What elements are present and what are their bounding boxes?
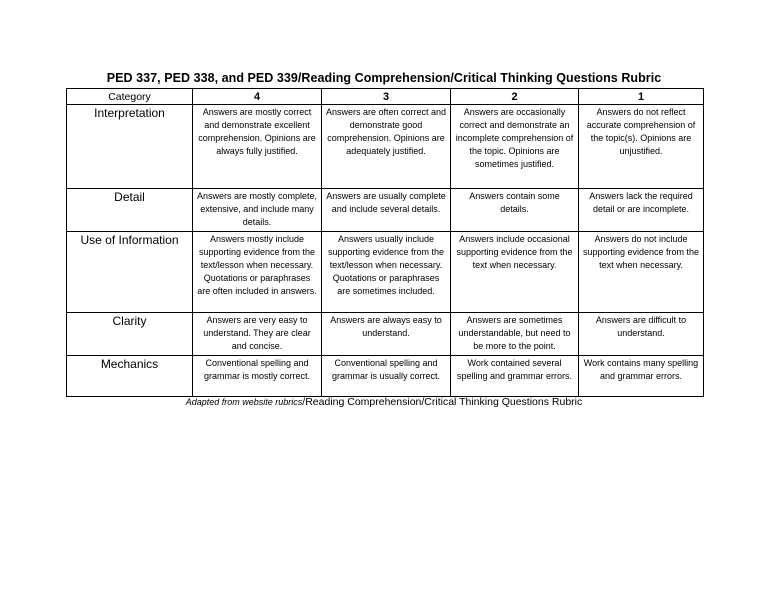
rubric-cell: Answers mostly include supporting evidence from the text/lesson when necessary. Quotations or paraphrases are often included in answers. <box>193 232 322 313</box>
header-level-3: 3 <box>322 89 451 105</box>
table-row <box>67 313 704 356</box>
category-clarity: Clarity <box>67 313 193 356</box>
rubric-cell: Answers are mostly correct and demonstrate excellent comprehension. Opinions are always fully justified. <box>193 105 322 189</box>
header-level-2: 2 <box>451 89 579 105</box>
rubric-cell: Work contains many spelling and grammar errors. <box>579 356 704 397</box>
rubric-cell: Conventional spelling and grammar is usually correct. <box>322 356 451 397</box>
category-interpretation: Interpretation <box>67 105 193 189</box>
rubric-cell: Answers are difficult to understand. <box>579 313 704 356</box>
rubric-cell: Answers do not include supporting evidence from the text when necessary. <box>579 232 704 313</box>
rubric-cell: Answers are very easy to understand. They are clear and concise. <box>193 313 322 356</box>
table-row <box>67 232 704 313</box>
rubric-cell: Answers include occasional supporting evidence from the text when necessary. <box>451 232 579 313</box>
rubric-cell: Answers do not reflect accurate comprehension of the topic(s). Opinions are unjustified. <box>579 105 704 189</box>
rubric-cell: Answers contain some details. <box>451 189 579 232</box>
rubric-cell: Answers are occasionally correct and demonstrate an incomplete comprehension of the topic. Opinions are sometimes justified. <box>451 105 579 189</box>
category-use-of-information: Use of Information <box>67 232 193 313</box>
footnote-title: /Reading Comprehension/Critical Thinking Questions Rubric <box>302 396 583 408</box>
rubric-cell: Answers lack the required detail or are incomplete. <box>579 189 704 232</box>
rubric-cell: Answers usually include supporting evidence from the text/lesson when necessary. Quotations or paraphrases are sometimes included. <box>322 232 451 313</box>
rubric-cell: Answers are always easy to understand. <box>322 313 451 356</box>
table-row <box>67 356 704 397</box>
rubric-cell: Answers are sometimes understandable, but need to be more to the point. <box>451 313 579 356</box>
rubric-cell: Work contained several spelling and grammar errors. <box>451 356 579 397</box>
table-row <box>67 105 704 189</box>
rubric-cell: Answers are mostly complete, extensive, and include many details. <box>193 189 322 232</box>
footnote <box>0 396 768 408</box>
category-detail: Detail <box>67 189 193 232</box>
rubric-table <box>66 88 704 397</box>
header-level-4: 4 <box>193 89 322 105</box>
header-row <box>67 89 704 105</box>
rubric-cell: Conventional spelling and grammar is mostly correct. <box>193 356 322 397</box>
header-level-1: 1 <box>579 89 704 105</box>
page-title: PED 337, PED 338, and PED 339/Reading Comprehension/Critical Thinking Questions Rubric <box>106 71 662 85</box>
footnote-source: Adapted from website rubrics <box>185 397 303 407</box>
rubric-cell: Answers are usually complete and include several details. <box>322 189 451 232</box>
table-row <box>67 189 704 232</box>
rubric-cell: Answers are often correct and demonstrate good comprehension. Opinions are adequately justified. <box>322 105 451 189</box>
category-mechanics: Mechanics <box>67 356 193 397</box>
header-category: Category <box>67 89 193 105</box>
